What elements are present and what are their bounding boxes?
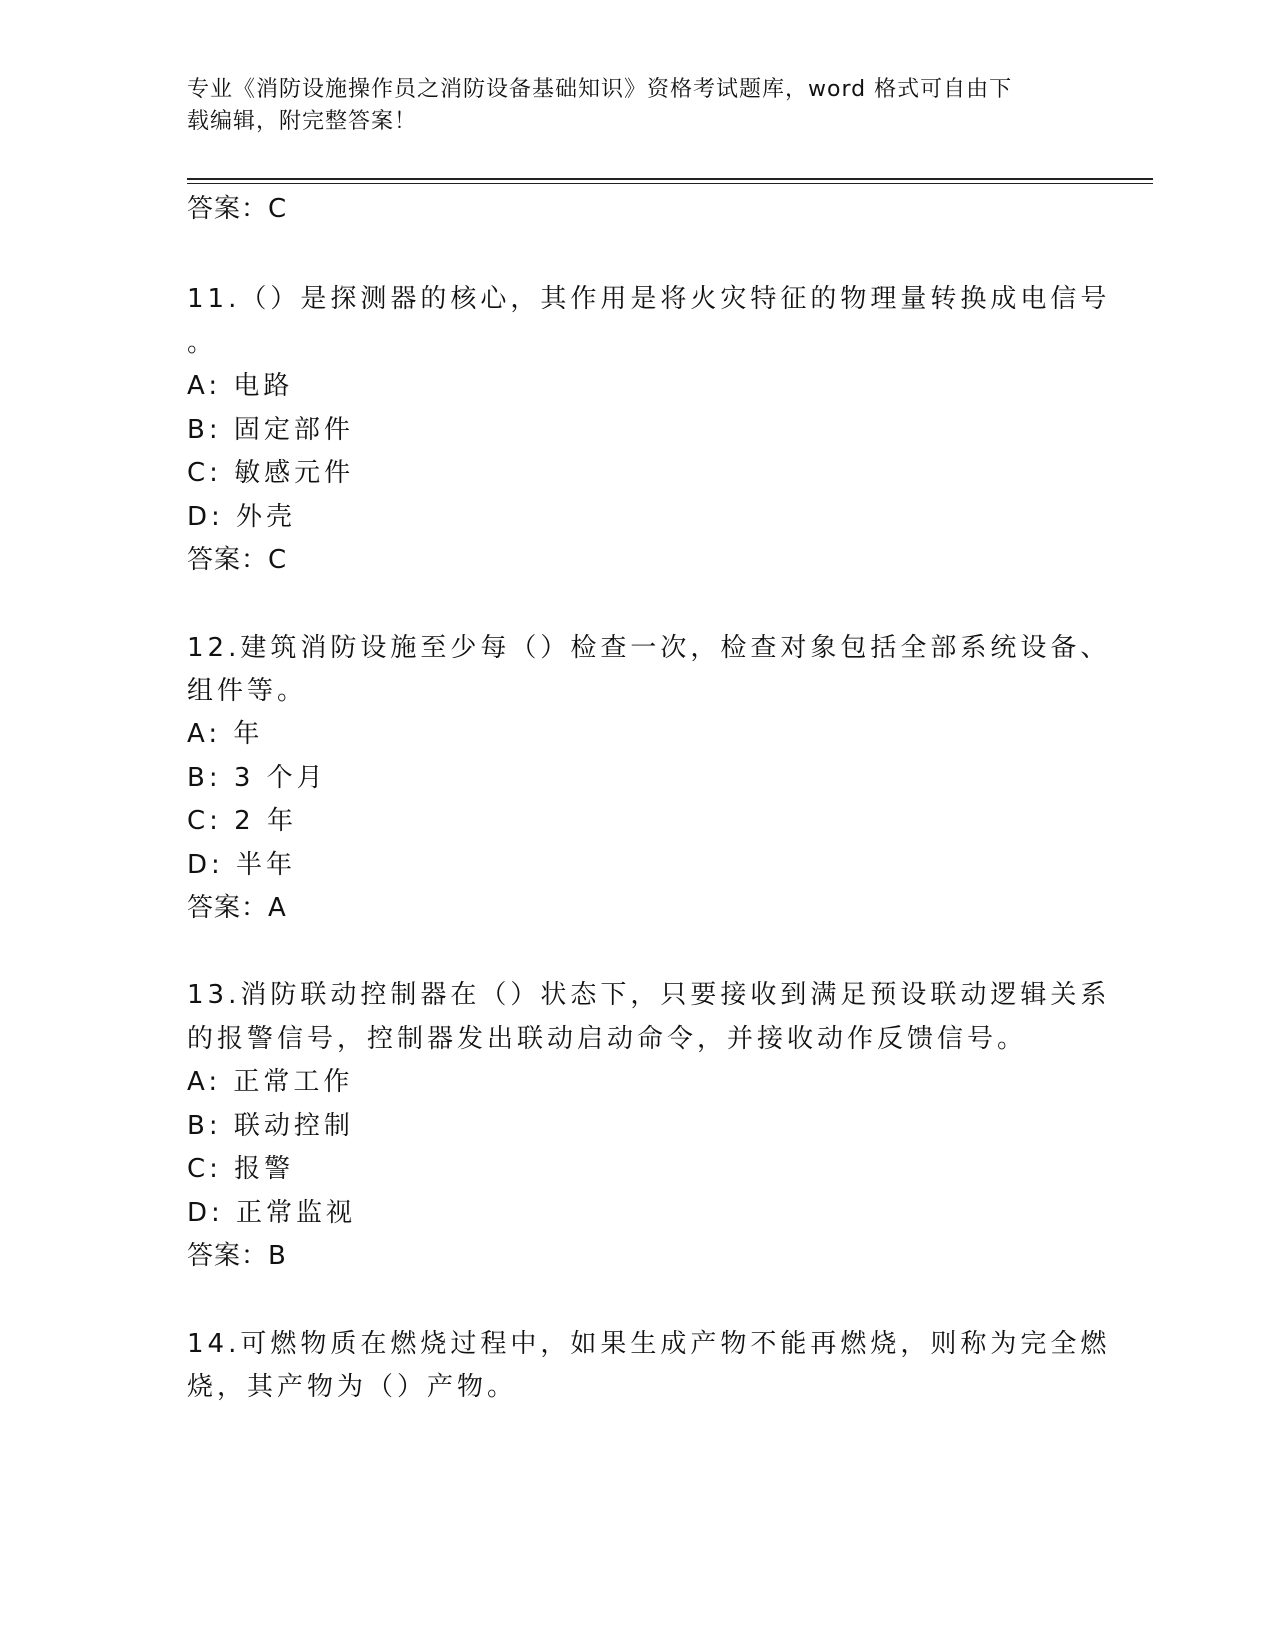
q12-option-b: B: 3 个月: [187, 763, 327, 793]
q11-option-c: C: 敏感元件: [187, 458, 355, 488]
header-line-1: 专业《消防设施操作员之消防设备基础知识》资格考试题库，word 格式可自由下: [187, 77, 1013, 102]
q11-stem-line-1: 11.（）是探测器的核心，其作用是将火灾特征的物理量转换成电信号: [187, 284, 1111, 314]
q13-answer: 答案：B: [187, 1241, 287, 1271]
document-header: [187, 74, 1067, 138]
q12-option-d: D: 半年: [187, 850, 297, 880]
q13-option-b: B: 联动控制: [187, 1111, 354, 1141]
q11-stem-line-2: 。: [187, 328, 218, 358]
q13-option-d: D: 正常监视: [187, 1198, 357, 1228]
q12-answer: 答案：A: [187, 893, 287, 923]
header-line-2: 载编辑，附完整答案！: [187, 109, 418, 134]
q12-option-c: C: 2 年: [187, 806, 297, 836]
q13-stem-line-2: 的报警信号，控制器发出联动启动命令，并接收动作反馈信号。: [187, 1024, 1028, 1054]
answer-prev: 答案：C: [187, 194, 288, 224]
header-divider-thin: [187, 183, 1153, 184]
q12-option-a: A: 年: [187, 719, 264, 749]
q11-option-b: B: 固定部件: [187, 415, 354, 445]
q11-option-a: A: 电路: [187, 371, 294, 401]
header-divider-thick: [187, 178, 1153, 180]
q11-answer: 答案：C: [187, 545, 288, 575]
q14-stem-line-2: 烧，其产物为（）产物。: [187, 1372, 518, 1402]
q12-stem-line-1: 12.建筑消防设施至少每（）检查一次，检查对象包括全部系统设备、: [187, 633, 1111, 663]
q12-stem-line-2: 组件等。: [187, 676, 308, 706]
q13-option-c: C: 报警: [187, 1154, 295, 1184]
q13-stem-line-1: 13.消防联动控制器在（）状态下，只要接收到满足预设联动逻辑关系: [187, 980, 1111, 1010]
q11-option-d: D: 外壳: [187, 502, 297, 532]
q14-stem-line-1: 14.可燃物质在燃烧过程中，如果生成产物不能再燃烧，则称为完全燃: [187, 1329, 1111, 1359]
q13-option-a: A: 正常工作: [187, 1067, 354, 1097]
